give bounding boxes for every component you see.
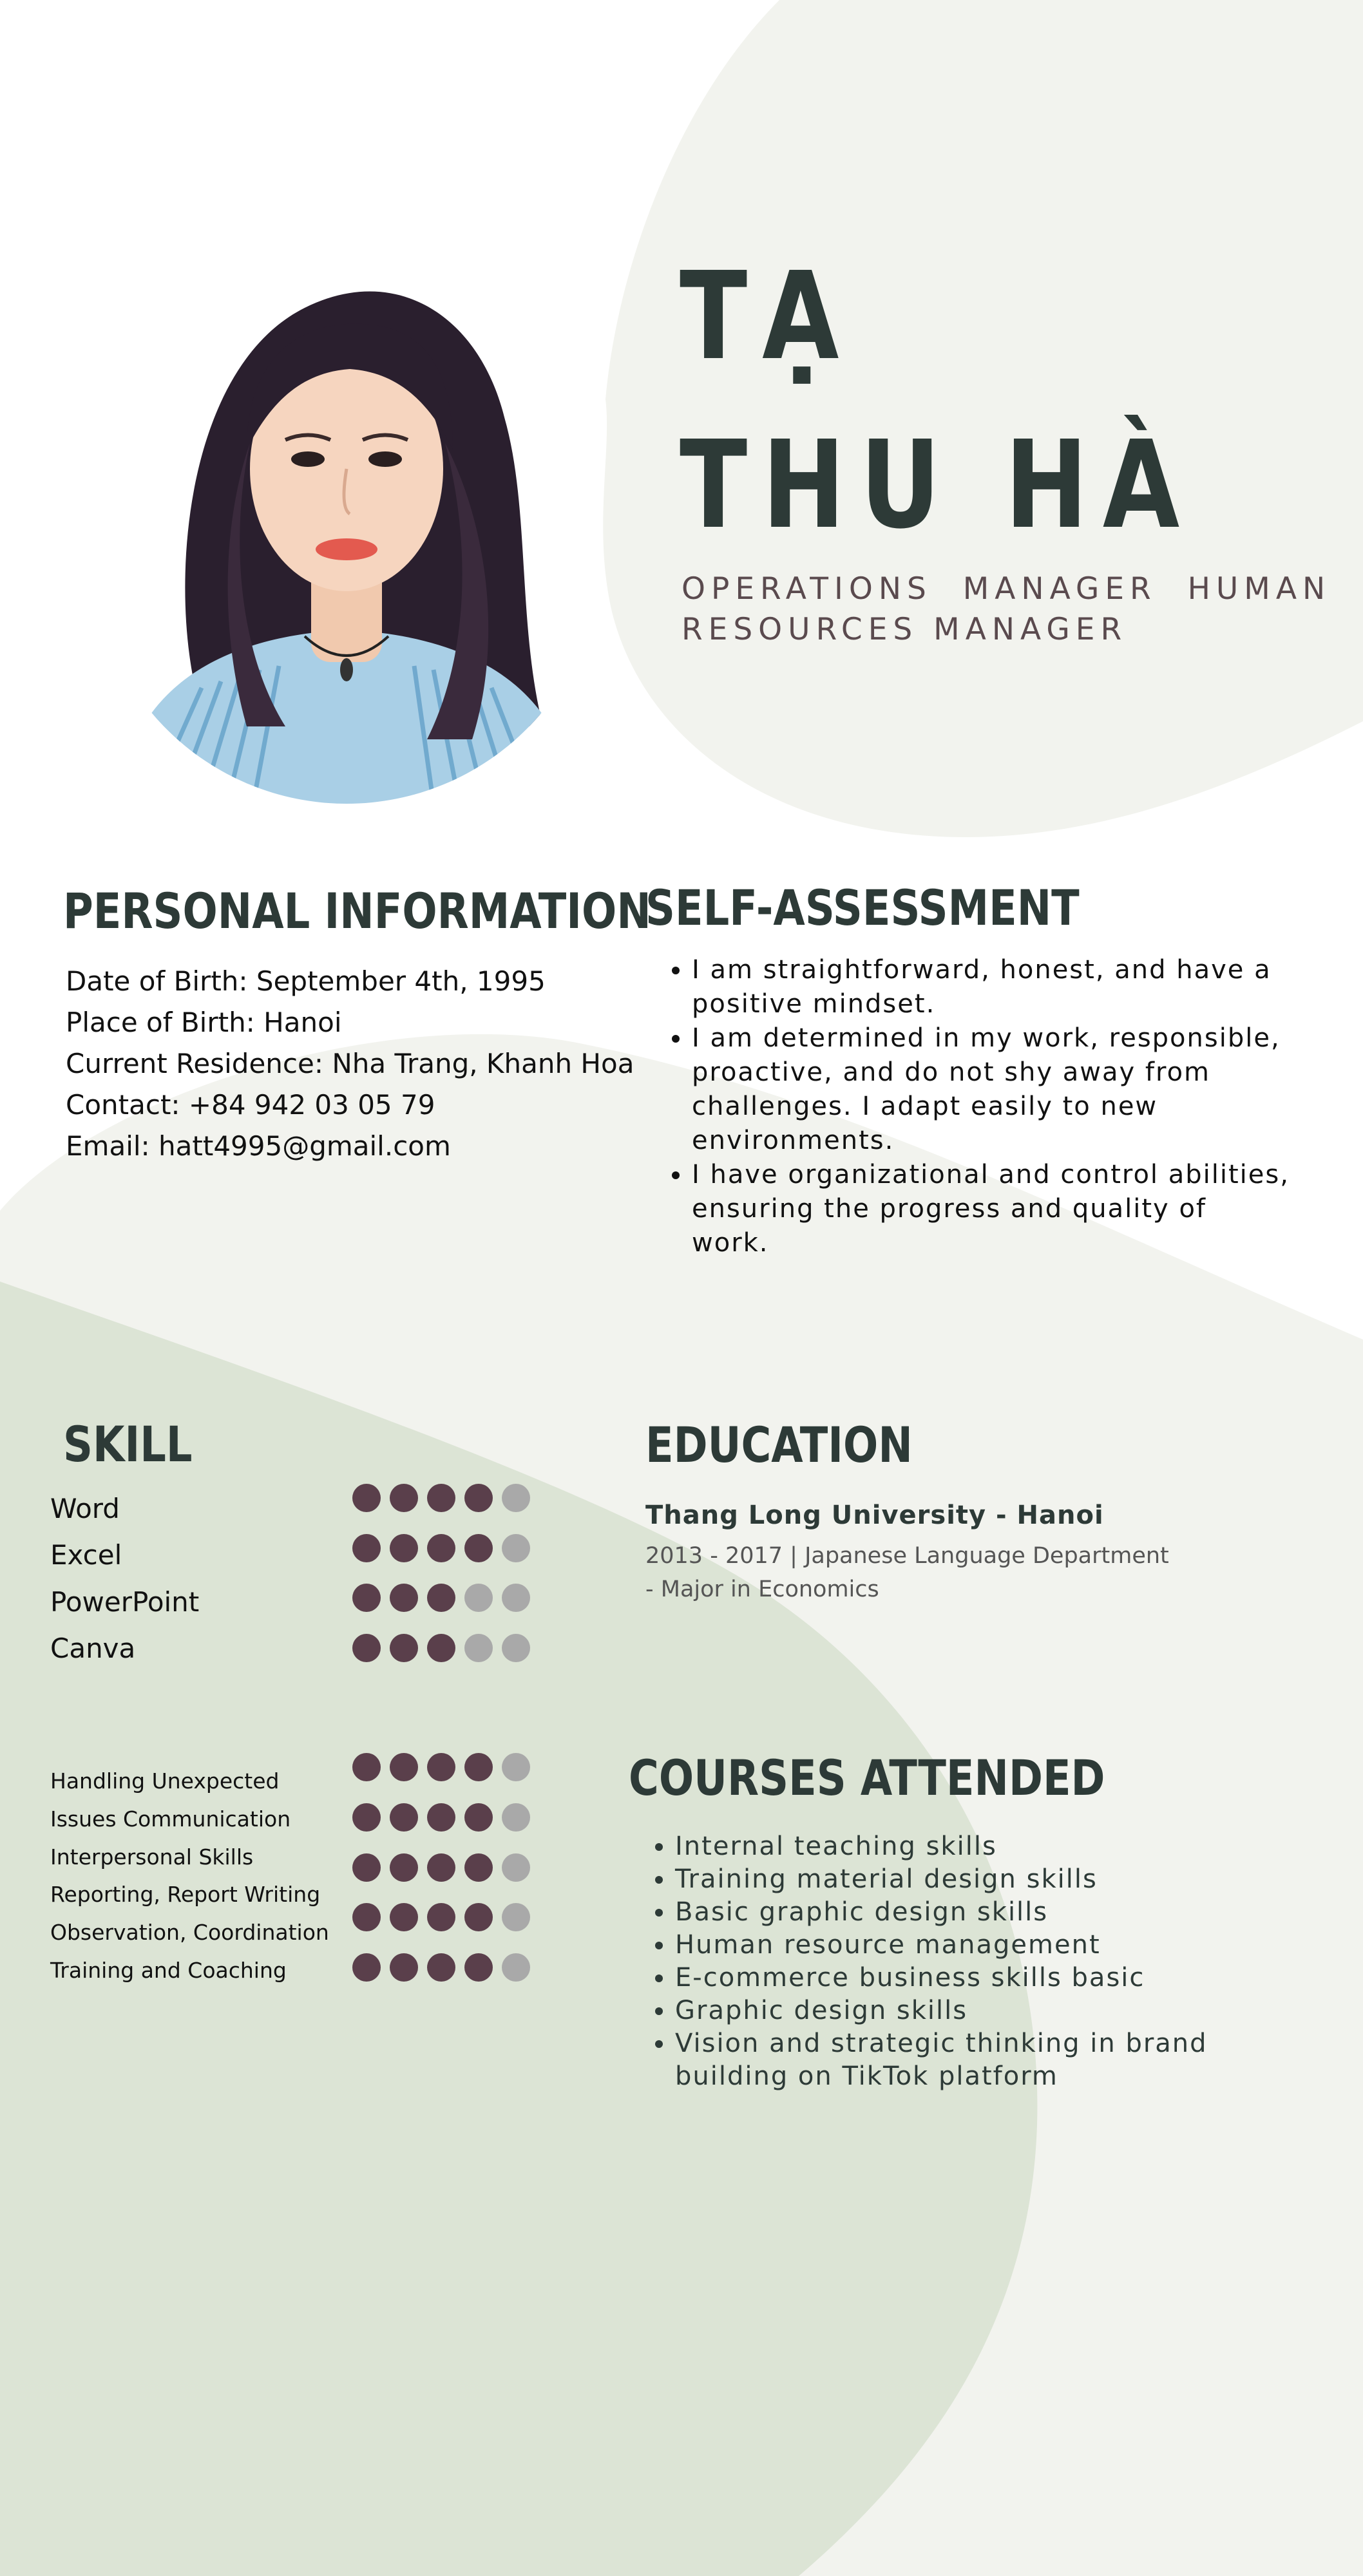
rating-dot-filled — [464, 1803, 493, 1832]
profile-photo — [92, 237, 601, 804]
rating-dot-filled — [352, 1853, 381, 1882]
name-line-1: TẠ — [680, 246, 854, 387]
rating-dot-filled — [464, 1903, 493, 1931]
rating-dot-filled — [464, 1484, 493, 1512]
rating-dot-empty — [502, 1534, 530, 1562]
education-school: Thang Long University - Hanoi — [645, 1501, 1104, 1530]
soft-skill-label: Training and Coaching — [50, 1958, 287, 1983]
rating-dot-filled — [390, 1534, 418, 1562]
rating-dot-empty — [502, 1803, 530, 1832]
rating-dot-filled — [390, 1903, 418, 1931]
soft-skill-label: Reporting, Report Writing — [50, 1882, 321, 1907]
rating-dot-filled — [464, 1853, 493, 1882]
rating-dot-filled — [352, 1803, 381, 1832]
rating-dot-filled — [427, 1584, 455, 1612]
self-assessment-item: • I have organizational and control abilities, ensuring the progress and quality of work. — [692, 1158, 1290, 1260]
course-item: • Internal teaching skills — [675, 1830, 1305, 1863]
name-line-2: THU HÀ — [680, 415, 1195, 556]
rating-dot-filled — [427, 1753, 455, 1781]
soft-skill-rating — [352, 1752, 533, 1783]
rating-dot-empty — [502, 1584, 530, 1612]
rating-dot-empty — [502, 1953, 530, 1982]
soft-skill-rating — [352, 1802, 533, 1833]
rating-dot-filled — [427, 1803, 455, 1832]
rating-dot-empty — [464, 1634, 493, 1662]
course-item: • Basic graphic design skills — [675, 1896, 1305, 1929]
email: Email: hatt4995@gmail.com — [66, 1130, 451, 1162]
education-heading: EDUCATION — [645, 1416, 913, 1473]
skill-label-word: Word — [50, 1493, 120, 1524]
rating-dot-filled — [352, 1953, 381, 1982]
date-of-birth: Date of Birth: September 4th, 1995 — [66, 965, 546, 997]
skill-label-excel: Excel — [50, 1539, 122, 1571]
self-assessment-heading: SELF-ASSESSMENT — [645, 879, 1080, 936]
rating-dot-empty — [464, 1584, 493, 1612]
rating-dot-filled — [352, 1584, 381, 1612]
skill-label-canva: Canva — [50, 1633, 136, 1664]
skill-rating-powerpoint — [352, 1582, 533, 1613]
rating-dot-filled — [390, 1584, 418, 1612]
education-detail-line: - Major in Economics — [645, 1577, 879, 1602]
course-item: • Vision and strategic thinking in brand building on TikTok platform — [675, 2027, 1305, 2093]
education-detail-line: 2013 - 2017 | Japanese Language Department — [645, 1543, 1169, 1569]
courses-list — [629, 1830, 1305, 2093]
rating-dot-filled — [390, 1753, 418, 1781]
rating-dot-filled — [464, 1953, 493, 1982]
job-title-line-1: OPERATIONS MANAGER HUMAN — [682, 571, 1331, 607]
rating-dot-filled — [427, 1953, 455, 1982]
self-assessment-list — [645, 953, 1290, 1260]
skill-rating-word — [352, 1482, 533, 1513]
self-assessment-item: • I am straightforward, honest, and have a positive mindset. — [692, 953, 1290, 1021]
rating-dot-filled — [464, 1753, 493, 1781]
soft-skill-label: Interpersonal Skills — [50, 1844, 254, 1870]
rating-dot-filled — [352, 1484, 381, 1512]
skill-rating-canva — [352, 1633, 533, 1663]
skill-rating-excel — [352, 1533, 533, 1564]
rating-dot-filled — [427, 1634, 455, 1662]
rating-dot-filled — [390, 1953, 418, 1982]
rating-dot-filled — [352, 1753, 381, 1781]
place-of-birth: Place of Birth: Hanoi — [66, 1007, 342, 1038]
rating-dot-filled — [464, 1534, 493, 1562]
course-item: • Human resource management — [675, 1929, 1305, 1962]
contact-phone: Contact: +84 942 03 05 79 — [66, 1089, 435, 1121]
rating-dot-filled — [352, 1634, 381, 1662]
rating-dot-filled — [390, 1484, 418, 1512]
soft-skill-label: Handling Unexpected — [50, 1768, 280, 1794]
rating-dot-filled — [352, 1903, 381, 1931]
education-detail — [645, 1539, 1206, 1606]
rating-dot-empty — [502, 1753, 530, 1781]
rating-dot-empty — [502, 1634, 530, 1662]
course-item: • Graphic design skills — [675, 1994, 1305, 2027]
skill-heading: SKILL — [63, 1416, 193, 1473]
rating-dot-filled — [390, 1803, 418, 1832]
soft-skill-rating — [352, 1902, 533, 1933]
rating-dot-empty — [502, 1903, 530, 1931]
courses-heading: COURSES ATTENDED — [629, 1749, 1105, 1806]
job-title-line-2: RESOURCES MANAGER — [682, 612, 1128, 647]
soft-skill-rating — [352, 1952, 533, 1983]
rating-dot-empty — [502, 1484, 530, 1512]
soft-skill-label: Issues Communication — [50, 1806, 291, 1832]
rating-dot-filled — [427, 1534, 455, 1562]
current-residence: Current Residence: Nha Trang, Khanh Hoa — [66, 1048, 634, 1079]
rating-dot-filled — [390, 1634, 418, 1662]
personal-info-heading: PERSONAL INFORMATION — [63, 882, 651, 940]
self-assessment-item: • I am determined in my work, responsible, proactive, and do not shy away from challenges. I adapt easily to new environments. — [692, 1021, 1290, 1158]
rating-dot-filled — [427, 1903, 455, 1931]
course-item: • Training material design skills — [675, 1863, 1305, 1896]
soft-skill-label: Observation, Coordination — [50, 1920, 329, 1945]
skill-label-powerpoint: PowerPoint — [50, 1586, 200, 1618]
rating-dot-empty — [502, 1853, 530, 1882]
rating-dot-filled — [427, 1484, 455, 1512]
personal-info-list — [66, 961, 633, 1167]
rating-dot-filled — [390, 1853, 418, 1882]
soft-skill-rating — [352, 1852, 533, 1883]
rating-dot-filled — [352, 1534, 381, 1562]
rating-dot-filled — [427, 1853, 455, 1882]
course-item: • E-commerce business skills basic — [675, 1962, 1305, 1994]
